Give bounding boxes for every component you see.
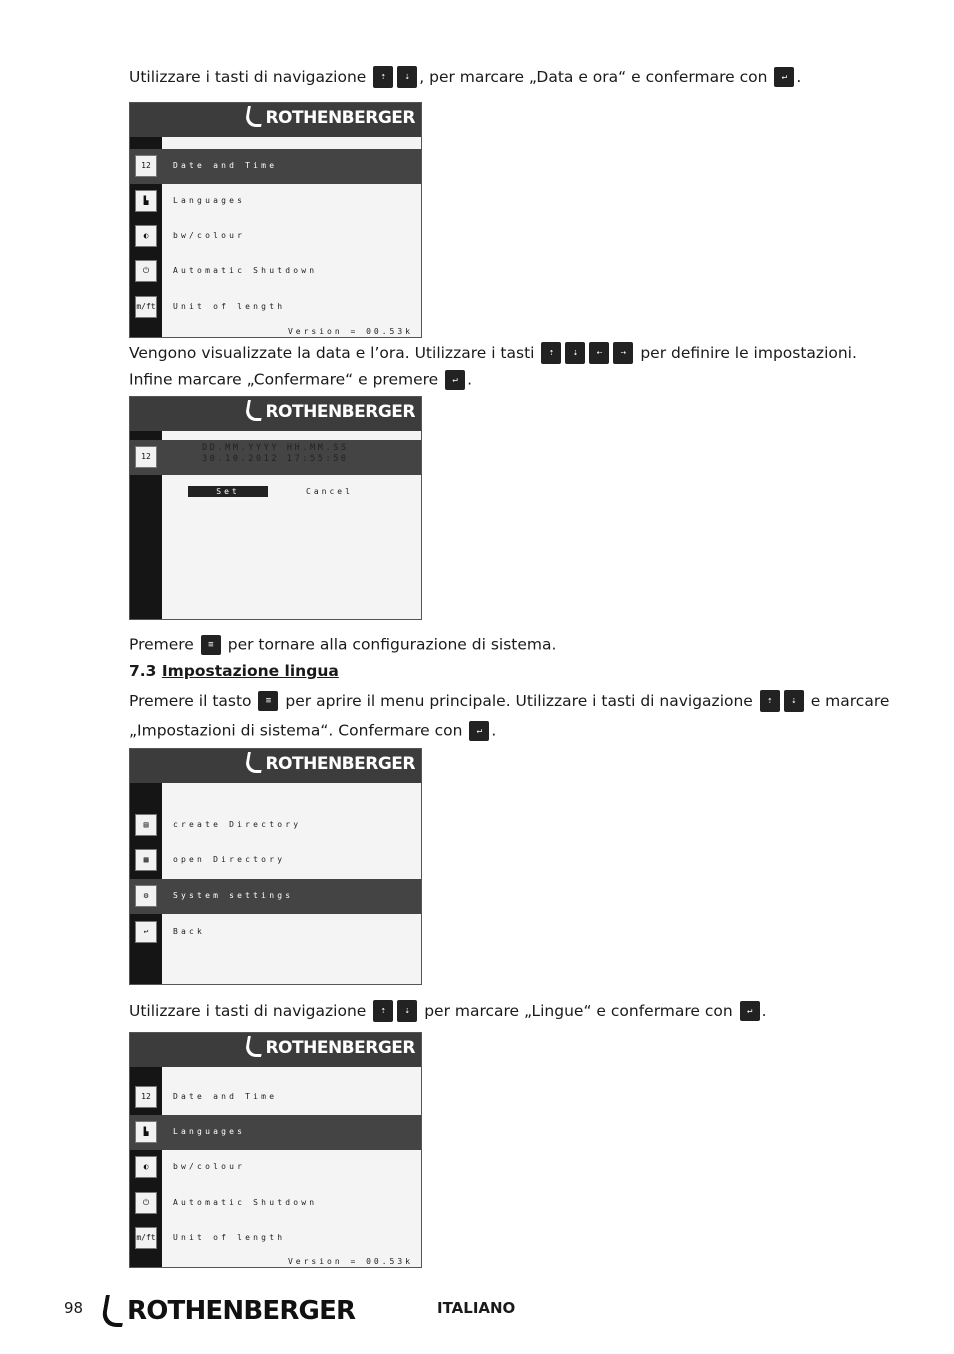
menu-item-date-and-time[interactable]: 12 Date and Time [130,149,421,184]
section-heading: 7.3 Impostazione lingua [129,662,339,680]
instruction-paragraph-4-line-2: „Impostazioni di sistema“. Confermare con ↵ . [129,721,497,740]
create-directory-icon: ▤ [135,814,157,836]
menu-item-bw-colour[interactable]: ◐ bw/colour [130,1150,421,1185]
set-button[interactable]: Set [188,486,268,497]
footer-language: ITALIANO [437,1299,516,1317]
footer-rothenberger-logo: ROTHENBERGER [103,1295,355,1327]
menu-item-languages[interactable]: ▙ Languages [130,1115,421,1150]
menu-item-bw-colour[interactable]: ◐ bw/colour [130,219,421,254]
enter-key-icon: ↵ [469,721,489,741]
ruler-icon: m/ft [135,1227,157,1249]
gear-icon: ⚙ [135,885,157,907]
menu-item-create-directory[interactable]: ▤ create Directory [130,808,421,843]
date-time-format: DD.MM.YYYY HH.MM.SS [202,443,349,453]
screen-header [130,749,421,783]
power-timer-icon: ⏻ [135,260,157,282]
enter-key-icon: ↵ [740,1001,760,1021]
languages-icon: ▙ [135,190,157,212]
colour-mode-icon: ◐ [135,225,157,247]
nav-down-key-icon: ⇣ [397,1000,417,1022]
instruction-paragraph-4: Premere il tasto ≡ per aprire il menu principale. Utilizzare i tasti di navigazione ⇡ ⇣ e marcare [129,692,890,710]
menu-key-icon: ≡ [201,635,221,655]
nav-right-key-icon: ⇢ [613,342,633,364]
device-screen-date-time [129,396,422,620]
menu-item-open-directory[interactable]: ▦ open Directory [130,843,421,878]
nav-down-key-icon: ⇣ [784,690,804,712]
nav-down-key-icon: ⇣ [565,342,585,364]
device-screen-system-settings-2 [129,1032,422,1268]
rothenberger-logo: ROTHENBERGER [246,106,415,128]
screen-header [130,103,421,137]
instruction-paragraph-5: Utilizzare i tasti di navigazione ⇡ ⇣ per marcare „Lingue“ e confermare con ↵ . [129,1002,767,1020]
rothenberger-logo: ROTHENBERGER [246,400,415,422]
nav-up-key-icon: ⇡ [373,1000,393,1022]
instruction-paragraph-3: Premere ≡ per tornare alla configurazione di sistema. [129,635,557,654]
menu-item-languages[interactable]: ▙ Languages [130,184,421,219]
menu-item-unit-of-length[interactable]: m/ft Unit of length [130,290,421,325]
rothenberger-logo: ROTHENBERGER [246,752,415,774]
power-timer-icon: ⏻ [135,1192,157,1214]
nav-up-key-icon: ⇡ [760,690,780,712]
version-label: Version = 00.53k [287,327,413,336]
open-directory-icon: ▦ [135,849,157,871]
ruler-icon: m/ft [135,296,157,318]
menu-item-automatic-shutdown[interactable]: ⏻ Automatic Shutdown [130,254,421,289]
nav-down-key-icon: ⇣ [397,66,417,88]
nav-up-key-icon: ⇡ [541,342,561,364]
menu-item-back[interactable]: ↩ Back [130,915,421,950]
nav-left-key-icon: ⇠ [589,342,609,364]
date-time-value[interactable]: 30.10.2012 17:55:50 [202,454,349,464]
enter-key-icon: ↵ [774,67,794,87]
calendar-clock-icon: 12 [135,1086,157,1108]
screen-header [130,397,421,431]
rothenberger-logo: ROTHENBERGER [246,1036,415,1058]
device-screen-main-menu [129,748,422,985]
calendar-clock-icon: 12 [135,155,157,177]
menu-item-date-and-time[interactable]: 12 Date and Time [130,1080,421,1115]
page-number: 98 [64,1299,84,1317]
instruction-paragraph-2: Vengono visualizzate la data e l’ora. Utilizzare i tasti ⇡ ⇣ ⇠ ⇢ per definire le impostazioni. [129,344,857,362]
instruction-paragraph-2-line-2: Infine marcare „Confermare“ e premere ↵ . [129,370,473,389]
menu-item-unit-of-length[interactable]: m/ft Unit of length [130,1221,421,1256]
version-label: Version = 00.53k [287,1257,413,1266]
back-arrow-icon: ↩ [135,921,157,943]
menu-item-automatic-shutdown[interactable]: ⏻ Automatic Shutdown [130,1186,421,1221]
screen-header [130,1033,421,1067]
colour-mode-icon: ◐ [135,1156,157,1178]
cancel-button[interactable]: Cancel [306,487,353,496]
languages-icon: ▙ [135,1121,157,1143]
instruction-paragraph-1: Utilizzare i tasti di navigazione ⇡ ⇣ , per marcare „Data e ora“ e confermare con ↵ . [129,68,802,86]
menu-key-icon: ≡ [258,691,278,711]
calendar-clock-icon: 12 [135,446,157,468]
menu-item-system-settings[interactable]: ⚙ System settings [130,879,421,914]
enter-key-icon: ↵ [445,370,465,390]
device-screen-system-settings-1 [129,102,422,338]
nav-up-key-icon: ⇡ [373,66,393,88]
